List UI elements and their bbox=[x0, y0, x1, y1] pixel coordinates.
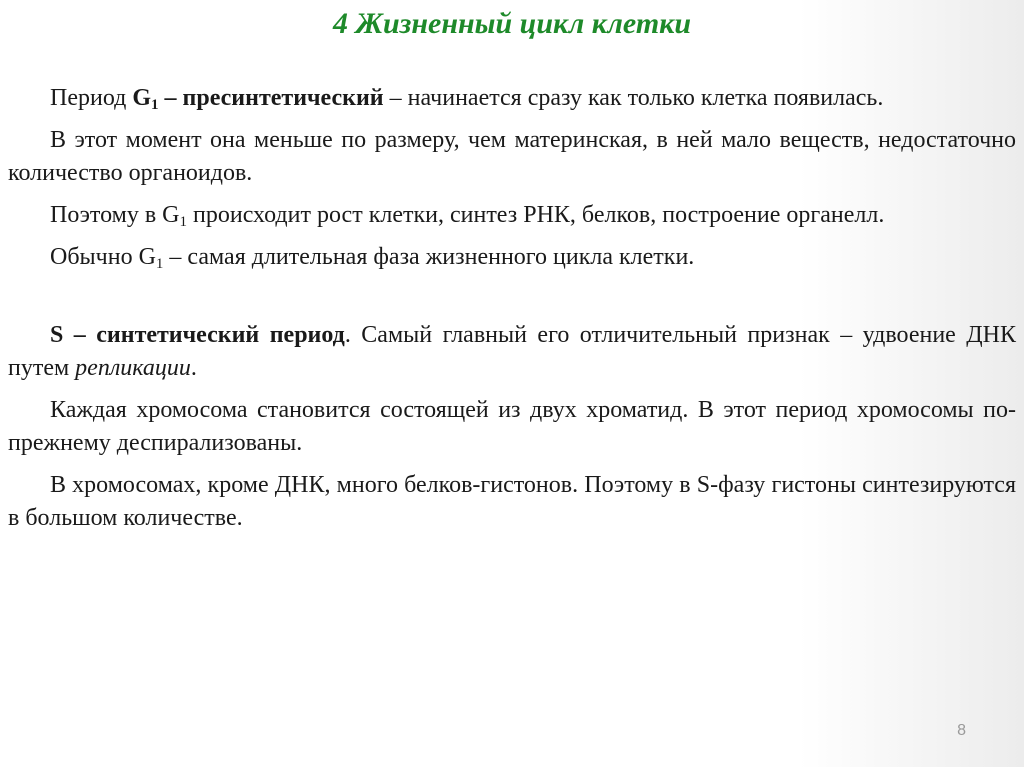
s-term: S – синтетический период bbox=[50, 322, 345, 348]
section-spacer bbox=[8, 283, 1016, 319]
slide-title: 4 Жизненный цикл клетки bbox=[332, 7, 692, 40]
g1-growth-text-b: происходит рост клетки, синтез РНК, белков, построение органелл. bbox=[187, 202, 885, 228]
s-paragraph-histones: В хромосомах, кроме ДНК, много белков-гистонов. Поэтому в S-фазу гистоны синтезируются в большом количестве. bbox=[8, 472, 1016, 531]
slide-content bbox=[8, 82, 1016, 544]
page-number: 8 bbox=[957, 722, 966, 739]
s-definition-text: . Самый главный его отличительный признак – удвоение ДНК путем bbox=[8, 322, 1017, 381]
g1-duration-subscript: 1 bbox=[155, 256, 164, 272]
g1-duration-text-a: Обычно G bbox=[50, 244, 156, 270]
s-paragraph-chromatids: Каждая хромосома становится состоящей из двух хроматид. В этот период хромосомы по-прежнему деспирализованы. bbox=[8, 397, 1016, 456]
g1-subscript: 1 bbox=[151, 97, 159, 113]
g1-definition-text: – начинается сразу как только клетка появилась. bbox=[383, 85, 884, 111]
g1-duration-text-b: – самая длительная фаза жизненного цикла клетки. bbox=[163, 244, 695, 270]
s-definition-end: . bbox=[190, 355, 197, 381]
g1-term-name: – пресинтетический bbox=[158, 85, 384, 111]
g1-growth-text-a: Поэтому в G bbox=[50, 202, 180, 228]
g1-paragraph-duration bbox=[8, 241, 1016, 274]
g1-intro-text: Период bbox=[50, 85, 133, 111]
g1-term bbox=[132, 85, 383, 111]
replication-term: репликации bbox=[75, 355, 191, 381]
g1-paragraph-growth bbox=[8, 199, 1016, 232]
s-paragraph-definition bbox=[8, 319, 1016, 385]
g1-growth-subscript: 1 bbox=[179, 214, 187, 230]
g1-letter: G bbox=[132, 85, 152, 111]
g1-paragraph-size: В этот момент она меньше по размеру, чем материнская, в ней мало веществ, недостаточно количество органоидов. bbox=[8, 127, 1016, 186]
g1-paragraph-definition bbox=[8, 82, 1016, 115]
